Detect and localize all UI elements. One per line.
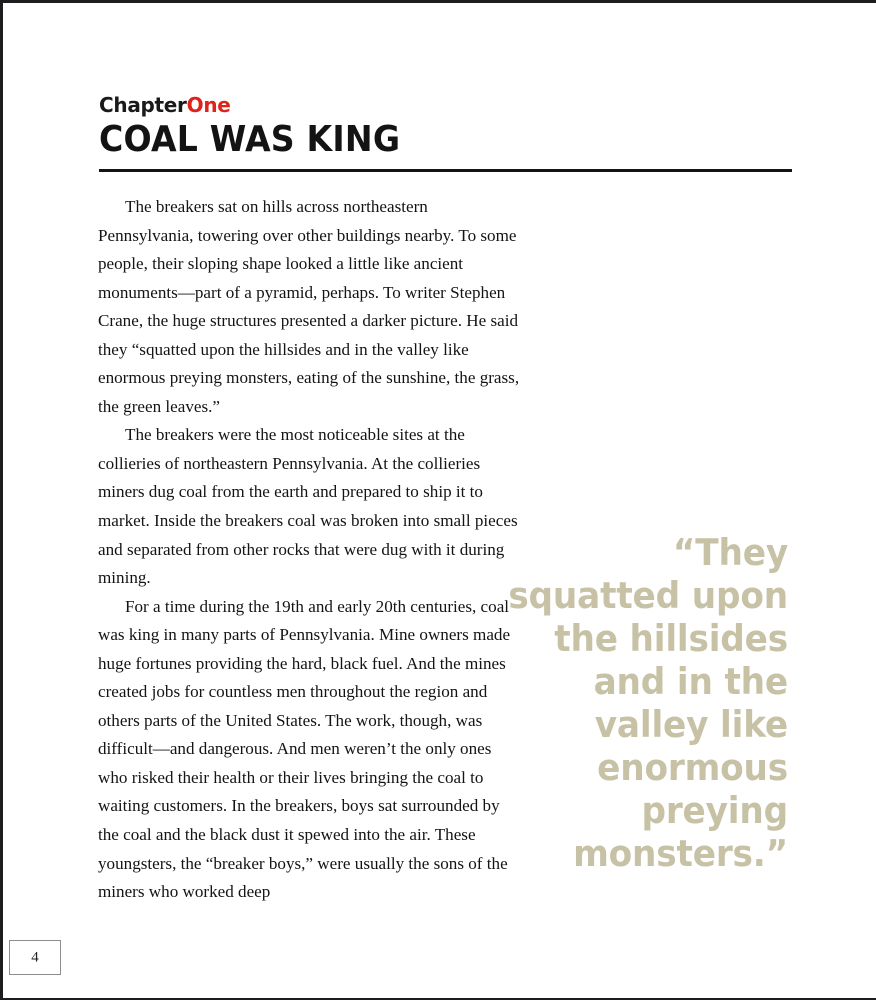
chapter-eyebrow [99, 95, 793, 115]
chapter-eyebrow-word: Chapter [99, 93, 187, 117]
body-paragraph: The breakers sat on hills across northeastern Pennsylvania, towering over other buildings nearby. To some people, their sloping shape looked a little like ancient monuments—part of a pyramid, perhaps. To writer Stephen Crane, the huge structures presented a darker picture. He said they “squatted upon the hillsides and in the valley like enormous preying monsters, eating of the sunshine, the grass, the green leaves.” [98, 197, 520, 416]
page-title: COAL WAS KING [99, 119, 401, 160]
title-divider [99, 169, 792, 172]
page-number-box [9, 940, 61, 975]
body-text-column [98, 193, 522, 907]
chapter-eyebrow-number: One [186, 93, 231, 117]
body-paragraph: For a time during the 19th and early 20th centuries, coal was king in many parts of Pennsylvania. Mine owners made huge fortunes providing the hard, black fuel. And the mines created jobs for countless men throughout the region and others parts of the United States. The work, though, was difficult—and dangerous. And men weren’t the only ones who risked their health or their lives bringing the coal to waiting customers. In the breakers, boys sat surrounded by the coal and the black dust it spewed into the air. These youngsters, the “breaker boys,” were usually the sons of the miners who worked deep [98, 596, 511, 902]
pull-quote: “They squatted upon the hillsides and in the valley like enormous preying monsters.” [508, 531, 788, 875]
body-paragraph: The breakers were the most noticeable sites at the collieries of northeastern Pennsylvania. At the collieries miners dug coal from the earth and prepared to ship it to market. Inside the breakers coal was broken into small pieces and separated from other rocks that were dug with it during mining. [98, 425, 518, 588]
chapter-header [99, 95, 793, 158]
page-number: 4 [31, 949, 39, 965]
